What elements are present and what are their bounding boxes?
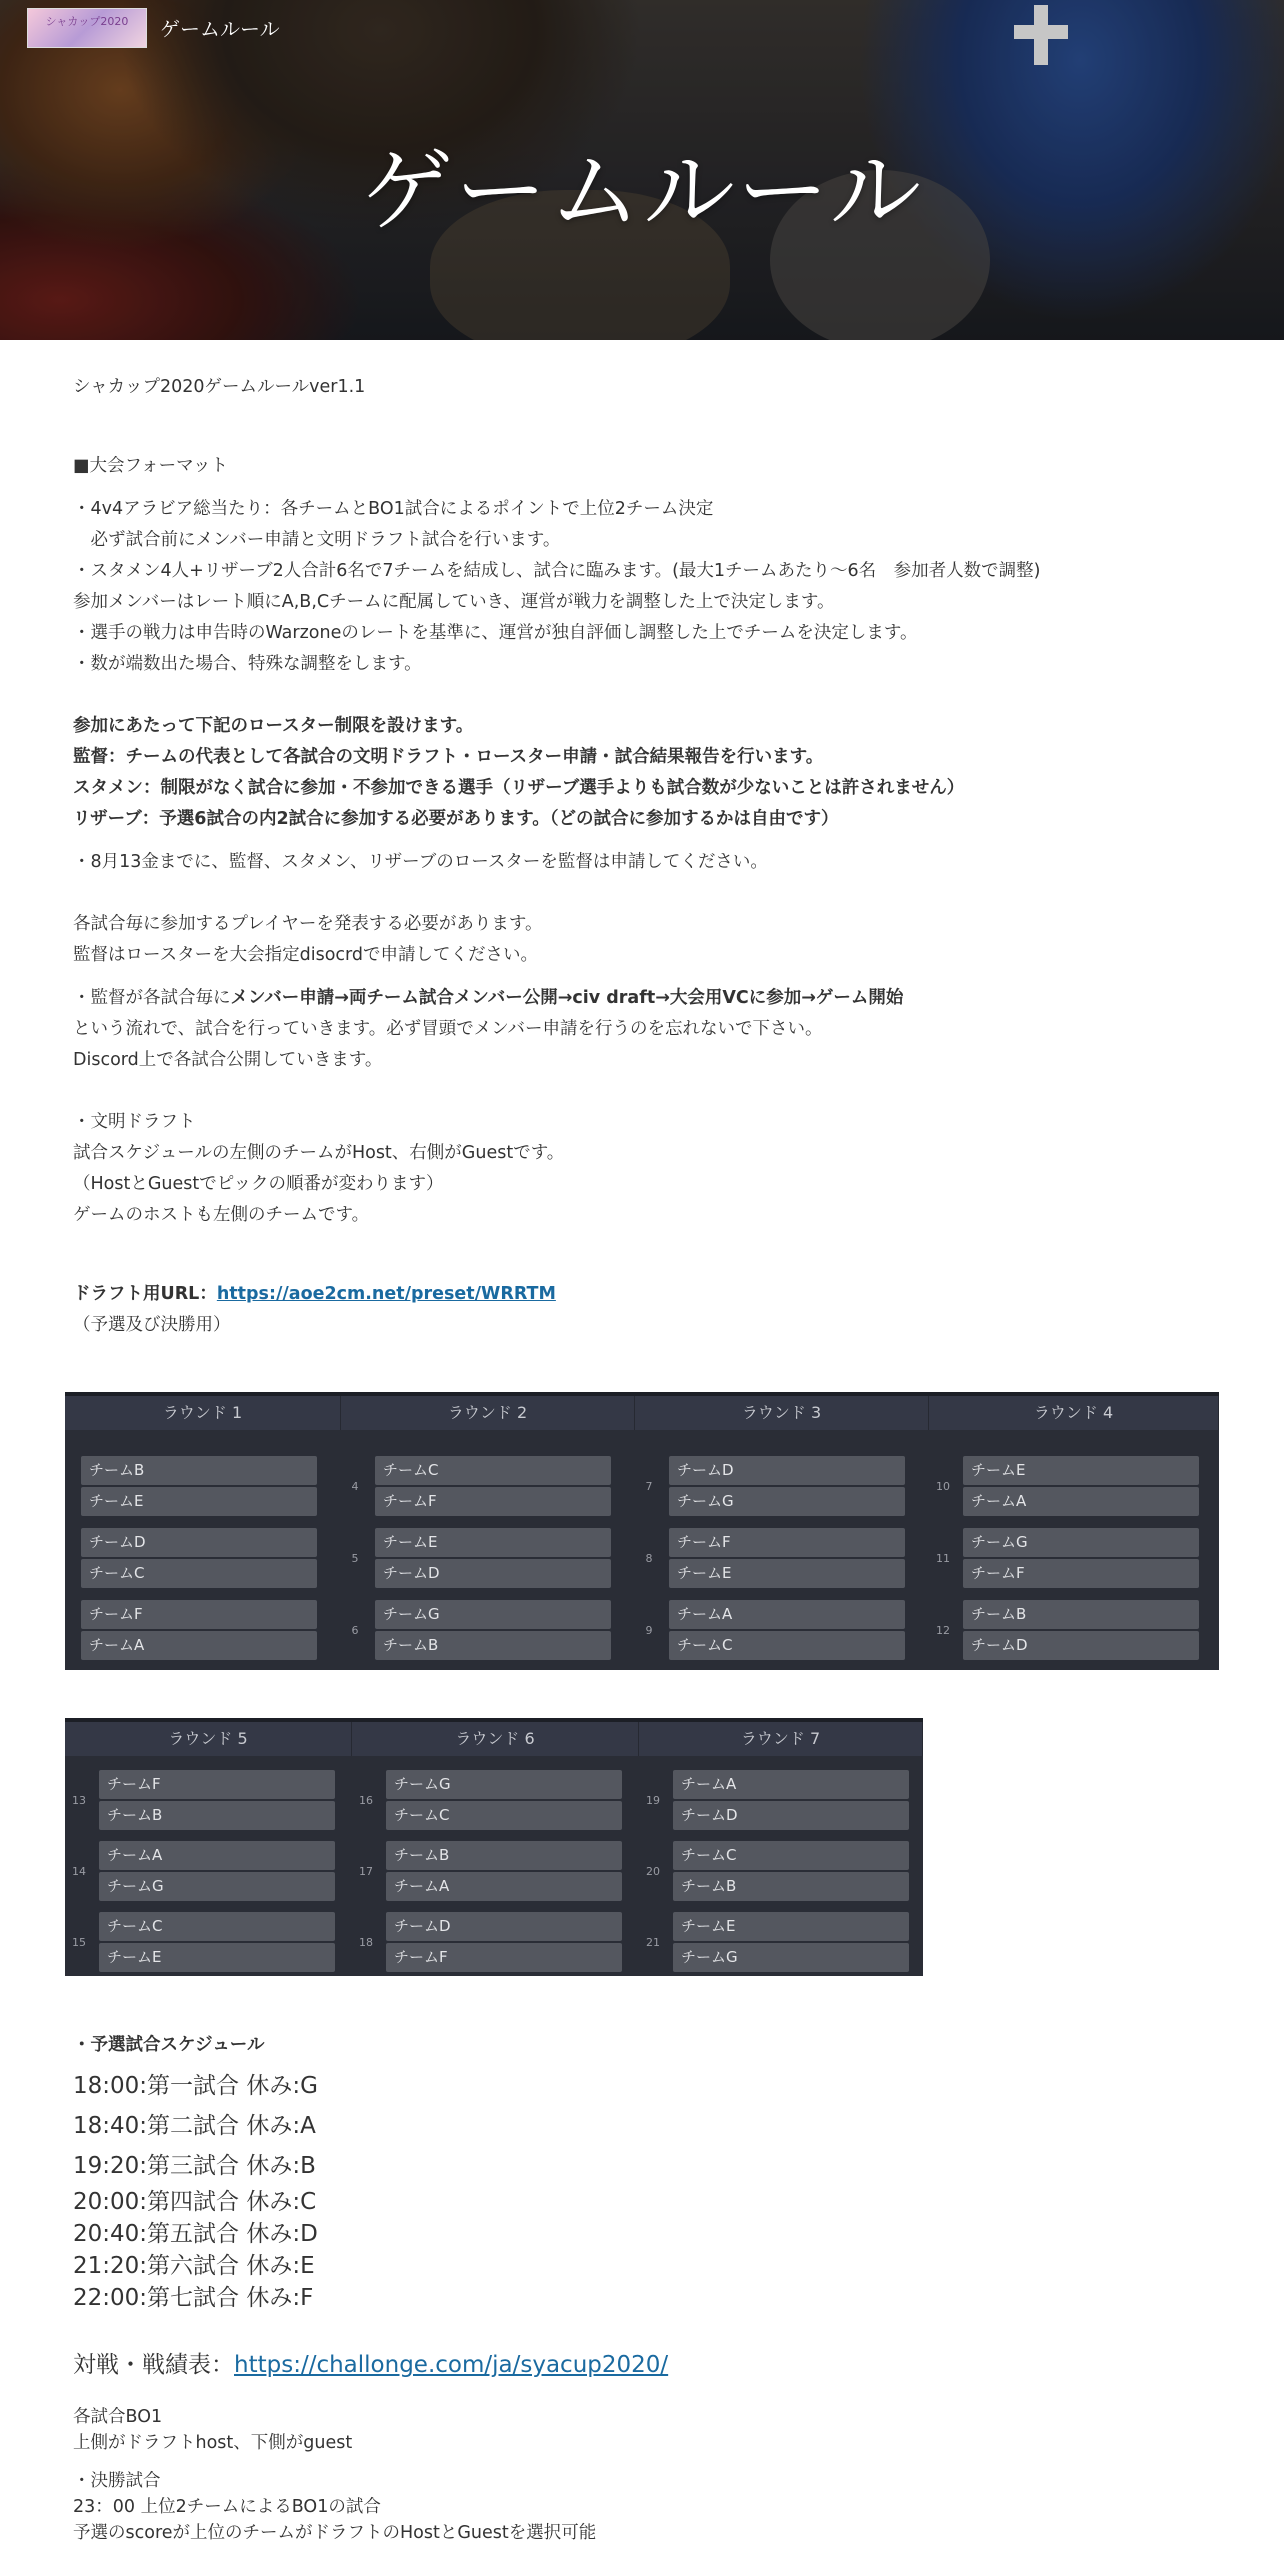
article-body	[73, 372, 1213, 1341]
match-number: 20	[646, 1865, 660, 1878]
bracket-match[interactable]	[673, 1770, 909, 1832]
format-line: ・選手の戦力は申告時のWarzoneのレートを基準に、運営が独自評価し調整した上でチームを決定します。	[73, 623, 918, 643]
bracket-match[interactable]	[669, 1528, 905, 1590]
draft-url-note: （予選及び決勝用）	[73, 1315, 231, 1335]
bracket-team: チームA	[963, 1487, 1199, 1516]
round-header: ラウンド 5	[65, 1722, 352, 1756]
bracket-match[interactable]	[375, 1528, 611, 1590]
final-heading: ・決勝試合	[73, 2471, 161, 2491]
bracket-match[interactable]	[99, 1841, 335, 1903]
bracket-team: チームD	[963, 1631, 1199, 1660]
round-header: ラウンド 7	[639, 1722, 923, 1756]
bracket-match[interactable]	[386, 1841, 622, 1903]
bracket-team: チームC	[81, 1559, 317, 1588]
bracket-team: チームB	[673, 1872, 909, 1901]
bracket-team: チームF	[963, 1559, 1199, 1588]
bracket-team: チームE	[673, 1912, 909, 1941]
draft-line: （HostとGuestでピックの順番が変わります）	[73, 1174, 444, 1194]
match-number: 9	[645, 1624, 653, 1637]
bracket-team: チームF	[375, 1487, 611, 1516]
draft-url-line	[73, 1279, 1213, 1310]
bracket-team: チームA	[673, 1770, 909, 1799]
tournament-link-line	[73, 2346, 668, 2379]
bracket-match[interactable]	[81, 1456, 317, 1518]
note-line: 上側がドラフトhost、下側がguest	[73, 2433, 353, 2453]
bracket-team: チームD	[81, 1528, 317, 1557]
bracket-team: チームG	[963, 1528, 1199, 1557]
flow-line	[73, 983, 1213, 1014]
bracket-team: チームF	[669, 1528, 905, 1557]
format-line: ・スタメン4人+リザーブ2人合計6名で7チームを結成し、試合に臨みます。(最大1チームあたり～6名 参加者人数で調整)	[73, 561, 1041, 581]
schedule-item: 20:00:第四試合 休み:C	[73, 2189, 317, 2215]
bracket-team: チームE	[81, 1487, 317, 1516]
round-header: ラウンド 4	[929, 1396, 1219, 1430]
draft-url-link[interactable]: https://aoe2cm.net/preset/WRRTM	[216, 1284, 556, 1304]
bracket-team: チームG	[673, 1943, 909, 1972]
format-line: 参加メンバーはレート順にA,B,Cチームに配属していき、運営が戦力を調整した上で決定します。	[73, 592, 835, 612]
bracket-team: チームB	[375, 1631, 611, 1660]
bracket-match[interactable]	[375, 1600, 611, 1662]
bracket-match[interactable]	[99, 1912, 335, 1974]
bracket-match[interactable]	[673, 1841, 909, 1903]
bracket-match[interactable]	[673, 1912, 909, 1974]
hero-banner	[0, 0, 1284, 340]
bracket-team: チームA	[669, 1600, 905, 1629]
note-line: 各試合BO1	[73, 2407, 163, 2427]
round-header: ラウンド 3	[635, 1396, 929, 1430]
match-number: 18	[359, 1936, 373, 1949]
schedule-item: 21:20:第六試合 休み:E	[73, 2253, 315, 2279]
roster-line: 参加にあたって下記のロースター制限を設けます。	[73, 716, 474, 736]
match-number: 4	[351, 1480, 359, 1493]
format-line: ・数が端数出た場合、特殊な調整をします。	[73, 654, 422, 674]
bracket-team: チームB	[81, 1456, 317, 1485]
site-logo-text: シャカップ2020	[45, 15, 129, 28]
bracket-match[interactable]	[669, 1456, 905, 1518]
round-header: ラウンド 1	[65, 1396, 341, 1430]
bracket-team: チームC	[99, 1912, 335, 1941]
bracket-team: チームF	[81, 1600, 317, 1629]
bracket-team: チームD	[386, 1912, 622, 1941]
tournament-link[interactable]: https://challonge.com/ja/syacup2020/	[234, 2352, 669, 2378]
flow-line: Discord上で各試合公開していきます。	[73, 1050, 383, 1070]
match-number: 6	[351, 1624, 359, 1637]
bracket-team: チームA	[386, 1872, 622, 1901]
bracket-team: チームF	[99, 1770, 335, 1799]
match-notes	[73, 2404, 596, 2546]
bracket-match[interactable]	[669, 1600, 905, 1662]
match-number: 19	[646, 1794, 660, 1807]
bracket-image-rounds-5-7	[65, 1718, 923, 1976]
schedule-item: 20:40:第五試合 休み:D	[73, 2221, 318, 2247]
bracket-team: チームB	[99, 1801, 335, 1830]
roster-line: リザーブ：予選6試合の内2試合に参加する必要があります。（どの試合に参加するかは自由です）	[73, 809, 839, 829]
bracket-team: チームB	[386, 1841, 622, 1870]
announce-line: 監督はロースターを大会指定disocrdで申請してください。	[73, 945, 539, 965]
round-header: ラウンド 2	[341, 1396, 635, 1430]
bracket-match[interactable]	[81, 1600, 317, 1662]
flow-steps: メンバー申請→両チーム試合メンバー公開→civ draft→大会用VCに参加→ゲーム開始	[230, 988, 904, 1008]
schedule-item: 18:00:第一試合 休み:G	[73, 2073, 318, 2099]
bracket-team: チームF	[386, 1943, 622, 1972]
bracket-team: チームE	[375, 1528, 611, 1557]
match-number: 17	[359, 1865, 373, 1878]
bracket-match[interactable]	[99, 1770, 335, 1832]
announce-line: 各試合毎に参加するプレイヤーを発表する必要があります。	[73, 914, 543, 934]
bracket-match[interactable]	[81, 1528, 317, 1590]
match-number: 5	[351, 1552, 359, 1565]
format-line: 必ず試合前にメンバー申請と文明ドラフト試合を行います。	[73, 530, 561, 550]
bracket-match[interactable]	[375, 1456, 611, 1518]
flow-prefix: ・監督が各試合毎に	[73, 988, 231, 1008]
bracket-team: チームG	[99, 1872, 335, 1901]
schedule-item: 22:00:第七試合 休み:F	[73, 2285, 314, 2311]
bracket-team: チームD	[375, 1559, 611, 1588]
round-header: ラウンド 6	[352, 1722, 639, 1756]
rules-version: シャカップ2020ゲームルールver1.1	[73, 377, 366, 397]
bracket-team: チームC	[669, 1631, 905, 1660]
bracket-team: チームC	[375, 1456, 611, 1485]
schedule-item: 18:40:第二試合 休み:A	[73, 2113, 316, 2139]
site-logo[interactable]	[27, 8, 147, 48]
bracket-team: チームA	[99, 1841, 335, 1870]
match-number: 11	[936, 1552, 950, 1565]
format-heading: ■大会フォーマット	[73, 456, 228, 476]
match-number: 8	[645, 1552, 653, 1565]
bracket-team: チームD	[673, 1801, 909, 1830]
format-line: ・4v4アラビア総当たり：各チームとBO1試合によるポイントで上位2チーム決定	[73, 499, 714, 519]
qualifier-schedule	[73, 2028, 318, 2314]
bracket-team: チームE	[99, 1943, 335, 1972]
match-number: 7	[645, 1480, 653, 1493]
bracket-match[interactable]	[963, 1600, 1199, 1662]
final-line: 23：00 上位2チームによるBO1の試合	[73, 2497, 381, 2517]
draft-heading: ・文明ドラフト	[73, 1112, 196, 1132]
bracket-team: チームG	[669, 1487, 905, 1516]
bracket-match[interactable]	[386, 1912, 622, 1974]
draft-line: 試合スケジュールの左側のチームがHost、右側がGuestです。	[73, 1143, 565, 1163]
bracket-team: チームG	[375, 1600, 611, 1629]
bracket-image-rounds-1-4	[65, 1392, 1219, 1670]
bracket-match[interactable]	[963, 1528, 1199, 1590]
match-number: 14	[72, 1865, 86, 1878]
schedule-item: 19:20:第三試合 休み:B	[73, 2153, 316, 2179]
match-number: 10	[936, 1480, 950, 1493]
match-number: 13	[72, 1794, 86, 1807]
bracket-team: チームC	[386, 1801, 622, 1830]
final-line: 予選のscoreが上位のチームがドラフトのHostとGuestを選択可能	[73, 2523, 597, 2543]
bracket-team: チームD	[669, 1456, 905, 1485]
bracket-team: チームE	[963, 1456, 1199, 1485]
roster-line: 監督：チームの代表として各試合の文明ドラフト・ロースター申請・試合結果報告を行います。	[73, 747, 824, 767]
match-number: 12	[936, 1624, 950, 1637]
schedule-heading: ・予選試合スケジュール	[73, 2035, 265, 2055]
bracket-team: チームG	[386, 1770, 622, 1799]
bracket-match[interactable]	[963, 1456, 1199, 1518]
bracket-match[interactable]	[386, 1770, 622, 1832]
draft-url-label: ドラフト用URL：	[73, 1284, 217, 1304]
roster-line: スタメン：制限がなく試合に参加・不参加できる選手（リザーブ選手よりも試合数が少ないことは許されません）	[73, 778, 965, 798]
tournament-label: 対戦・戦績表：	[73, 2352, 234, 2378]
bracket-team: チームA	[81, 1631, 317, 1660]
flow-line: という流れで、試合を行っていきます。必ず冒頭でメンバー申請を行うのを忘れないで下さい。	[73, 1019, 823, 1039]
draft-line: ゲームのホストも左側のチームです。	[73, 1205, 370, 1225]
site-title[interactable]: ゲームルール	[160, 19, 280, 41]
roster-deadline: ・8月13金までに、監督、スタメン、リザーブのロースターを監督は申請してください。	[73, 852, 768, 872]
match-number: 21	[646, 1936, 660, 1949]
match-number: 16	[359, 1794, 373, 1807]
bracket-team: チームE	[669, 1559, 905, 1588]
bracket-team: チームC	[673, 1841, 909, 1870]
page-title: ゲームルール	[360, 138, 924, 245]
bracket-team: チームB	[963, 1600, 1199, 1629]
match-number: 15	[72, 1936, 86, 1949]
